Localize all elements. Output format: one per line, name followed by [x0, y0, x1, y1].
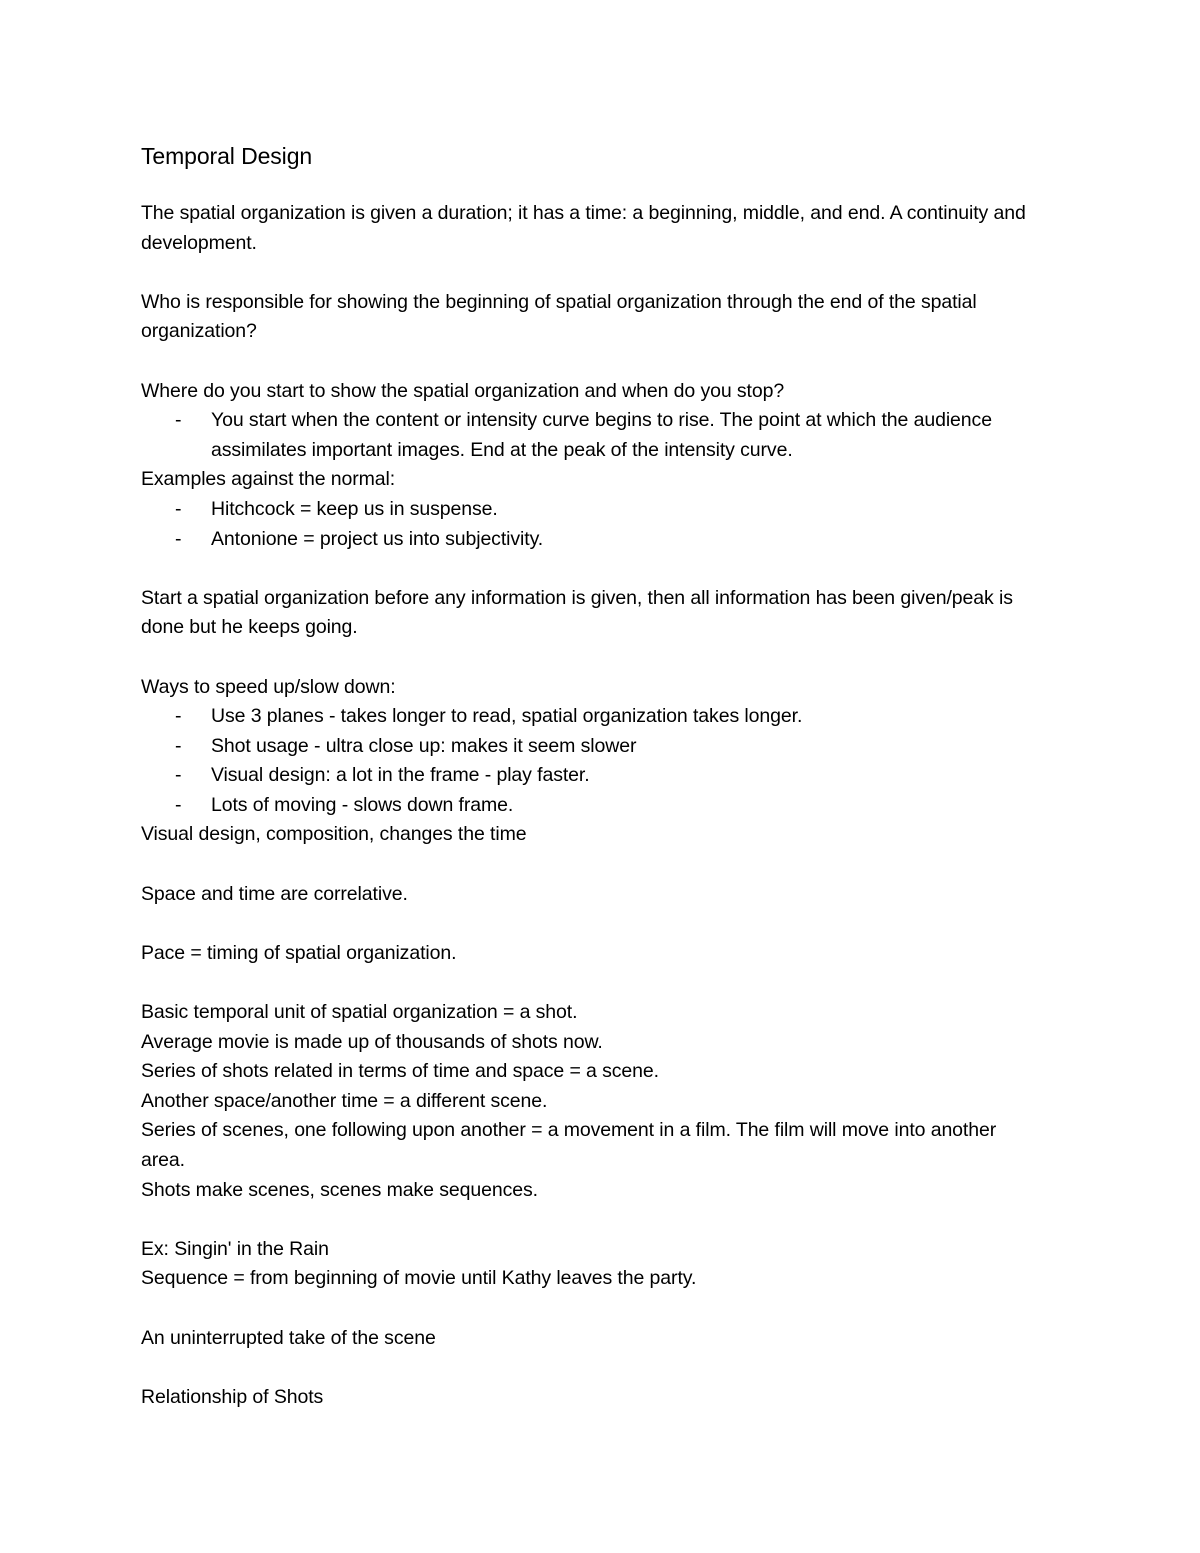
- paragraph-composition: Visual design, composition, changes the time: [141, 823, 527, 846]
- paragraph-information: Start a spatial organization before any information is given, then all information has been given/peak is done but he keeps going.: [141, 586, 1013, 639]
- list-item: - Lots of moving - slows down frame.: [141, 791, 1041, 821]
- paragraph-line: Shots make scenes, scenes make sequences.: [141, 1178, 538, 1201]
- list-item: - Shot usage - ultra close up: makes it seem slower: [141, 732, 1041, 762]
- bullet-dash: -: [175, 527, 182, 550]
- bullet-dash: -: [175, 497, 182, 520]
- blank-line: [141, 1353, 1041, 1383]
- document-title: Temporal Design: [141, 143, 313, 169]
- bullet-dash: -: [175, 705, 182, 728]
- blank-line: [141, 554, 1041, 584]
- paragraph-pace: Pace = timing of spatial organization.: [141, 941, 457, 964]
- list-item: - Antonione = project us into subjectivity.: [141, 525, 1041, 555]
- bullet-dash: -: [175, 409, 182, 432]
- bullet-dash: -: [175, 734, 182, 757]
- blank-line: [141, 850, 1041, 880]
- bullet-dash: -: [175, 764, 182, 787]
- list-item: - You start when the content or intensity curve begins to rise. The point at which the audience assimilates important images. End at the peak of the intensity curve.: [141, 406, 1041, 465]
- bullet-list-speed: [141, 702, 1041, 820]
- paragraph-duration: The spatial organization is given a duration; it has a time: a beginning, middle, and end. A continuity and development.: [141, 202, 1026, 254]
- blank-line: [141, 258, 1041, 288]
- paragraph-examples: Examples against the normal:: [141, 468, 396, 491]
- bullet-dash: -: [175, 793, 182, 816]
- paragraph-line: Series of scenes, one following upon another = a movement in a film. The film will move into another area.: [141, 1119, 997, 1171]
- blank-line: [141, 643, 1041, 673]
- paragraph-line: Sequence = from beginning of movie until Kathy leaves the party.: [141, 1267, 697, 1290]
- paragraph-take: An uninterrupted take of the scene: [141, 1326, 436, 1349]
- blank-line: [141, 1294, 1041, 1324]
- paragraph-line: Basic temporal unit of spatial organization = a shot.: [141, 1001, 578, 1024]
- blank-line: [141, 347, 1041, 377]
- paragraph-line: Series of shots related in terms of time and space = a scene.: [141, 1060, 659, 1083]
- paragraph-start-stop: Where do you start to show the spatial organization and when do you stop?: [141, 379, 785, 402]
- paragraph-line: Ex: Singin' in the Rain: [141, 1237, 329, 1260]
- list-item: - Hitchcock = keep us in suspense.: [141, 495, 1041, 525]
- document-page: [141, 140, 1041, 1412]
- section-heading-relationship: Relationship of Shots: [141, 1385, 324, 1408]
- bullet-list-start-stop: [141, 406, 1041, 465]
- blank-line: [141, 1205, 1041, 1235]
- paragraph-line: Average movie is made up of thousands of shots now.: [141, 1030, 603, 1053]
- blank-line: [141, 909, 1041, 939]
- paragraph-line: Another space/another time = a different scene.: [141, 1089, 548, 1112]
- list-item: - Use 3 planes - takes longer to read, spatial organization takes longer.: [141, 702, 1041, 732]
- blank-line: [141, 968, 1041, 998]
- paragraph-correlative: Space and time are correlative.: [141, 882, 408, 905]
- paragraph-speed: Ways to speed up/slow down:: [141, 675, 396, 698]
- bullet-list-examples: [141, 495, 1041, 554]
- list-item: - Visual design: a lot in the frame - play faster.: [141, 761, 1041, 791]
- paragraph-responsibility: Who is responsible for showing the beginning of spatial organization through the end of the spatial organization?: [141, 290, 977, 343]
